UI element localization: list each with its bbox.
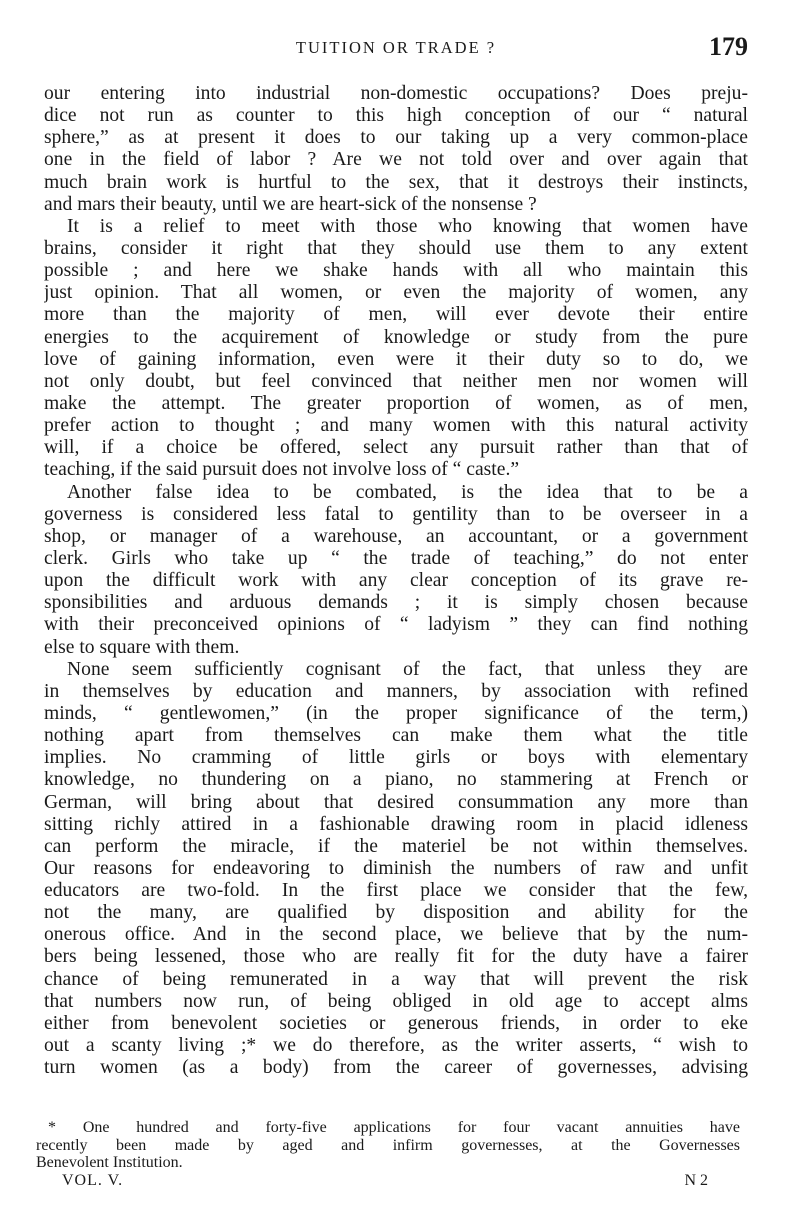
- text-line: sitting richly attired in a fashionable drawing room in placid idleness: [44, 813, 748, 835]
- text-line: energies to the acquirement of knowledge or study from the pure: [44, 326, 748, 348]
- footnote-line: * One hundred and forty-five applications for four vacant annuities have: [48, 1119, 740, 1136]
- text-line: Another false idea to be combated, is the idea that to be a: [67, 481, 748, 503]
- text-line: out a scanty living ;* we do therefore, as the writer asserts, “ wish to: [44, 1035, 748, 1057]
- text-line: will, if a choice be offered, select any pursuit rather than that of: [44, 437, 748, 459]
- volume-mark: VOL. V.: [62, 1172, 124, 1189]
- text-line: Our reasons for endeavoring to diminish the numbers of raw and unfit: [44, 857, 748, 879]
- text-line: turn women (as a body) from the career of governesses, advising: [44, 1057, 748, 1079]
- text-line: sphere,” as at present it does to our taking up a very common-place: [44, 127, 748, 149]
- page-number: 179: [709, 32, 748, 61]
- text-line: onerous office. And in the second place, we believe that by the num-: [44, 924, 748, 946]
- text-line: in themselves by education and manners, by association with refined: [44, 680, 748, 702]
- text-line: make the attempt. The greater proportion of women, as of men,: [44, 392, 748, 414]
- text-line: that numbers now run, of being obliged in old age to accept alms: [44, 990, 748, 1012]
- text-line: None seem sufficiently cognisant of the fact, that unless they are: [67, 658, 748, 680]
- text-line: either from benevolent societies or generous friends, in order to eke: [44, 1012, 748, 1034]
- text-line: one in the field of labor ? Are we not told over and over again that: [44, 149, 748, 171]
- text-line: nothing apart from themselves can make them what the title: [44, 725, 748, 747]
- text-line: It is a relief to meet with those who knowing that women have: [67, 215, 748, 237]
- page-footer: [62, 1172, 722, 1194]
- text-line: and mars their beauty, until we are heart-sick of the nonsense ?: [44, 193, 537, 215]
- text-line: much brain work is hurtful to the sex, that it destroys their instincts,: [44, 171, 748, 193]
- body-text: [44, 83, 748, 1079]
- text-line: shop, or manager of a warehouse, an accountant, or a government: [44, 525, 748, 547]
- text-line: can perform the miracle, if the materiel be not within themselves.: [44, 835, 748, 857]
- text-line: prefer action to thought ; and many women with this natural activity: [44, 415, 748, 437]
- footnote-line: recently been made by aged and infirm governesses, at the Governesses: [36, 1136, 740, 1154]
- text-line: with their preconceived opinions of “ ladyism ” they can find nothing: [44, 614, 748, 636]
- text-line: German, will bring about that desired consummation any more than: [44, 791, 748, 813]
- text-line: just opinion. That all women, or even the majority of women, any: [44, 282, 748, 304]
- text-line: love of gaining information, even were it their duty so to do, we: [44, 348, 748, 370]
- text-line: upon the difficult work with any clear conception of its grave re-: [44, 570, 748, 592]
- text-line: bers being lessened, those who are really fit for the duty have a fairer: [44, 946, 748, 968]
- text-line: clerk. Girls who take up “ the trade of teaching,” do not enter: [44, 547, 748, 569]
- text-line: chance of being remunerated in a way that will prevent the risk: [44, 968, 748, 990]
- text-line: our entering into industrial non-domestic occupations? Does preju-: [44, 83, 748, 104]
- text-line: dice not run as counter to this high conception of our “ natural: [44, 105, 748, 127]
- text-line: minds, “ gentlewomen,” (in the proper significance of the term,): [44, 702, 748, 724]
- text-line: brains, consider it right that they should use them to any extent: [44, 237, 748, 259]
- text-line: sponsibilities and arduous demands ; it is simply chosen because: [44, 592, 748, 614]
- text-line: teaching, if the said pursuit does not involve loss of “ caste.”: [44, 459, 520, 481]
- footnote-line: Benevolent Institution.: [36, 1154, 183, 1171]
- text-line: governess is considered less fatal to gentility than to be overseer in a: [44, 503, 748, 525]
- signature-mark: N 2: [684, 1172, 708, 1189]
- text-line: knowledge, no thundering on a piano, no stammering at French or: [44, 769, 748, 791]
- text-line: educators are two-fold. In the first place we consider that the few,: [44, 880, 748, 902]
- footnote: [36, 1119, 740, 1172]
- text-line: implies. No cramming of little girls or boys with elementary: [44, 747, 748, 769]
- text-line: possible ; and here we shake hands with all who maintain this: [44, 260, 748, 282]
- running-head: [44, 30, 748, 64]
- text-line: more than the majority of men, will ever devote their entire: [44, 304, 748, 326]
- text-line: not only doubt, but feel convinced that neither men nor women will: [44, 370, 748, 392]
- text-line: else to square with them.: [44, 636, 240, 658]
- running-title: TUITION OR TRADE ?: [295, 38, 497, 57]
- text-line: not the many, are qualified by disposition and ability for the: [44, 902, 748, 924]
